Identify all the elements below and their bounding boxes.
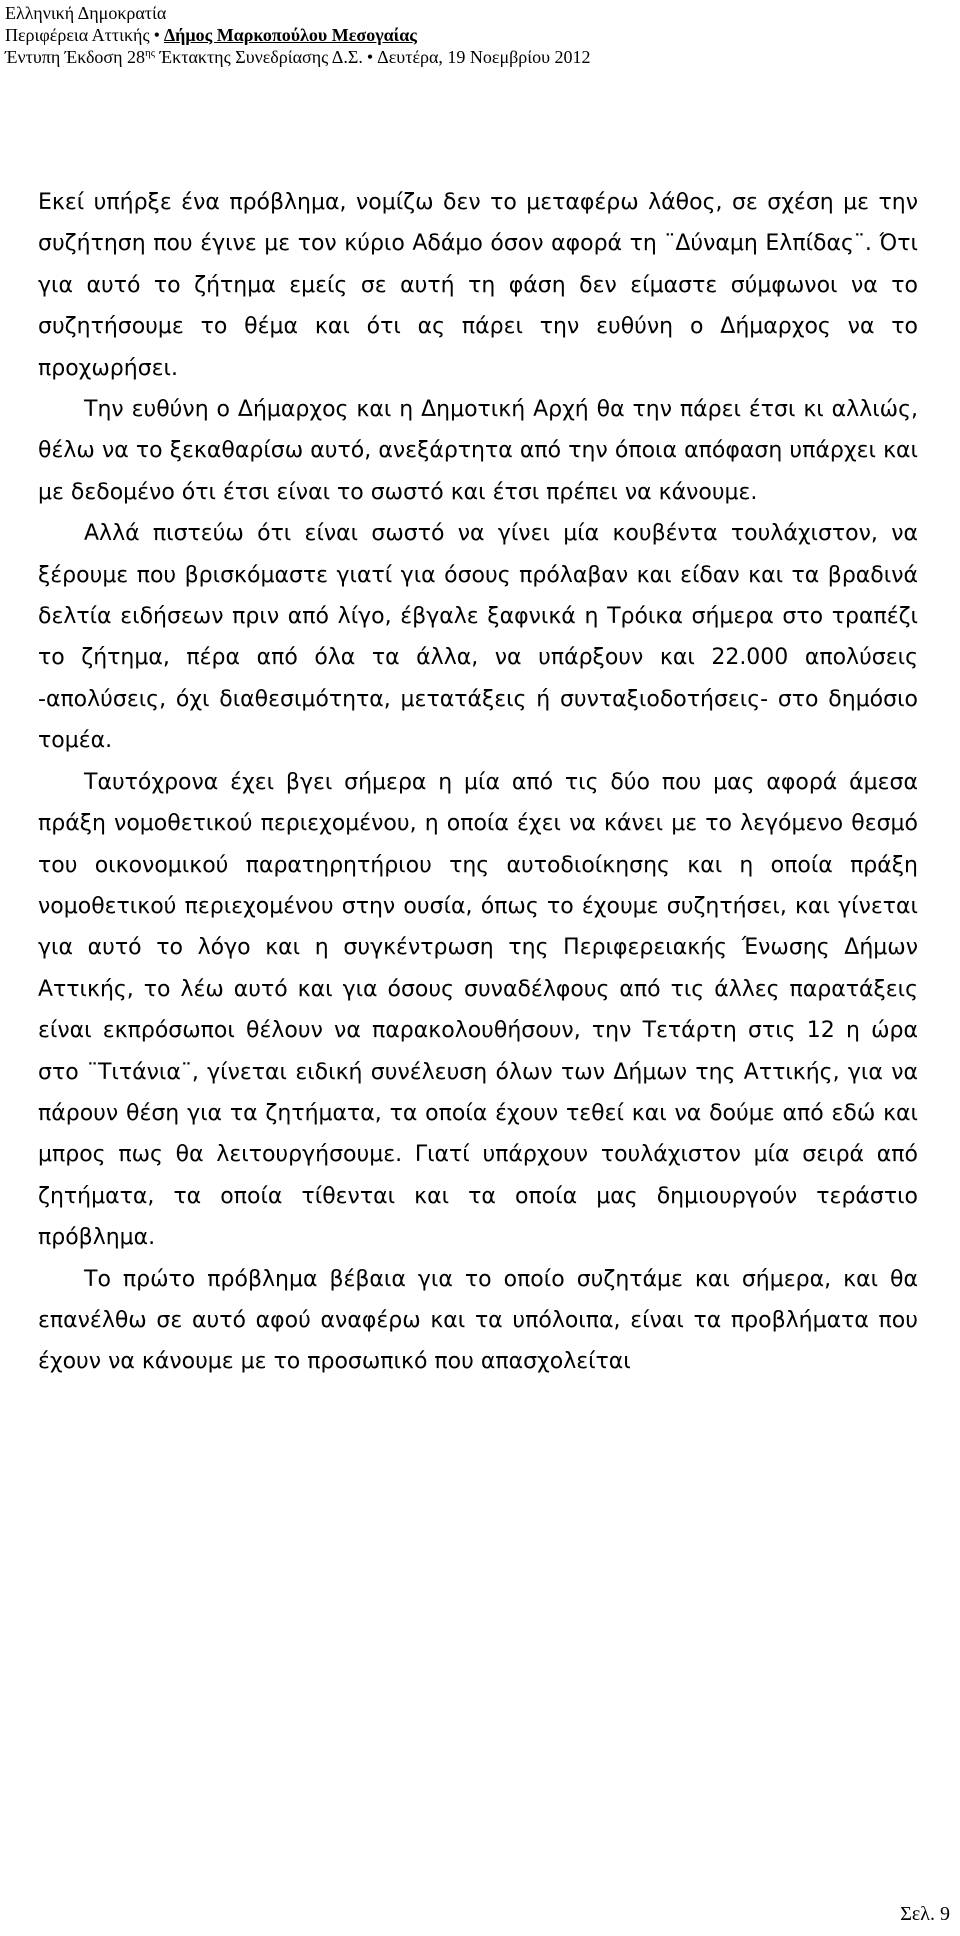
body-paragraph: Την ευθύνη ο Δήμαρχος και η Δημοτική Αρχή θα την πάρει έτσι κι αλλιώς, θέλω να το ξεκαθαρίσω αυτό, ανεξάρτητα από την όποια απόφαση υπάρχει και με δεδομένο ότι έτσι είναι το σωστό και έτσι πρέπει να κάνουμε. — [38, 397, 918, 505]
document-body — [38, 182, 918, 1383]
header-edition-prefix: Έντυπη Έκδοση 28 — [5, 47, 146, 67]
bullet-separator: • — [153, 25, 160, 45]
body-paragraph: Το πρώτο πρόβλημα βέβαια για το οποίο συζητάμε και σήμερα, και θα επανέλθω σε αυτό αφού αναφέρω και τα υπόλοιπα, είναι τα προβλήματα που έχουν να κάνουμε με το προσωπικό που απασχολείται — [38, 1266, 918, 1375]
header-edition-line — [5, 46, 591, 68]
page-number: Σελ. 9 — [900, 1903, 950, 1925]
body-paragraph: Ταυτόχρονα έχει βγει σήμερα η μία από τις δύο που μας αφορά άμεσα πράξη νομοθετικού περιεχομένου, η οποία έχει να κάνει με το λεγόμενο θεσμό του οικονομικού παρατηρητήριου της αυτοδιοίκησης και η οποία πράξη νομοθετικού περιεχομένου στην ουσία, όπως το έχουμε συζητήσει, και γίνεται για αυτό το λόγο και η συγκέντρωση της Περιφερειακής Ένωσης Δήμων Αττικής, το λέω αυτό και για όσους συναδέλφους από τις άλλες παρατάξεις είναι εκπρόσωποι θέλουν να παρακολουθήσουν, την Τετάρτη στις 12 η ώρα στο ¨Τιτάνια¨, γίνεται ειδική συνέλευση όλων των Δήμων της Αττικής, για να πάρουν θέση για τα ζητήματα, τα οποία έχουν τεθεί και να δούμε από εδώ και μπρος πως θα λειτουργήσουμε. Γιατί υπάρχουν τουλάχιστον μία σειρά από ζητήματα, τα οποία τίθενται και τα οποία μας δημιουργούν τεράστιο πρόβλημα. — [38, 769, 918, 1251]
bullet-separator: • — [366, 47, 374, 67]
header-edition-sup: ης — [145, 47, 156, 59]
header-edition-suffix: Έκτακτης Συνεδρίασης Δ.Σ. — [155, 47, 363, 67]
header-region: Περιφέρεια Αττικής — [5, 25, 150, 45]
header-municipality: Δήμος Μαρκοπούλου Μεσογαίας — [163, 25, 417, 45]
header-date: Δευτέρα, 19 Νοεμβρίου 2012 — [377, 47, 591, 67]
header-region-line — [5, 24, 591, 46]
document-header — [5, 2, 591, 68]
body-paragraph: Εκεί υπήρξε ένα πρόβλημα, νομίζω δεν το μεταφέρω λάθος, σε σχέση με την συζήτηση που έγινε με τον κύριο Αδάμο όσον αφορά τη ¨Δύναμη Ελπίδας¨. Ότι για αυτό το ζήτημα εμείς σε αυτή τη φάση δεν είμαστε σύμφωνοι να το συζητήσουμε το θέμα και ότι ας πάρει την ευθύνη ο Δήμαρχος να το προχωρήσει. — [38, 190, 918, 381]
header-country: Ελληνική Δημοκρατία — [5, 3, 167, 23]
body-paragraph: Αλλά πιστεύω ότι είναι σωστό να γίνει μία κουβέντα τουλάχιστον, να ξέρουμε που βρισκόμαστε γιατί για όσους πρόλαβαν και είδαν και τα βραδινά δελτία ειδήσεων πριν από λίγο, έβγαλε ξαφνικά η Τρόικα σήμερα στο τραπέζι το ζήτημα, πέρα από όλα τα άλλα, να υπάρξουν και 22.000 απολύσεις -απολύσεις, όχι διαθεσιμότητα, μετατάξεις ή συνταξιοδοτήσεις- στο δημόσιο τομέα. — [38, 521, 918, 754]
